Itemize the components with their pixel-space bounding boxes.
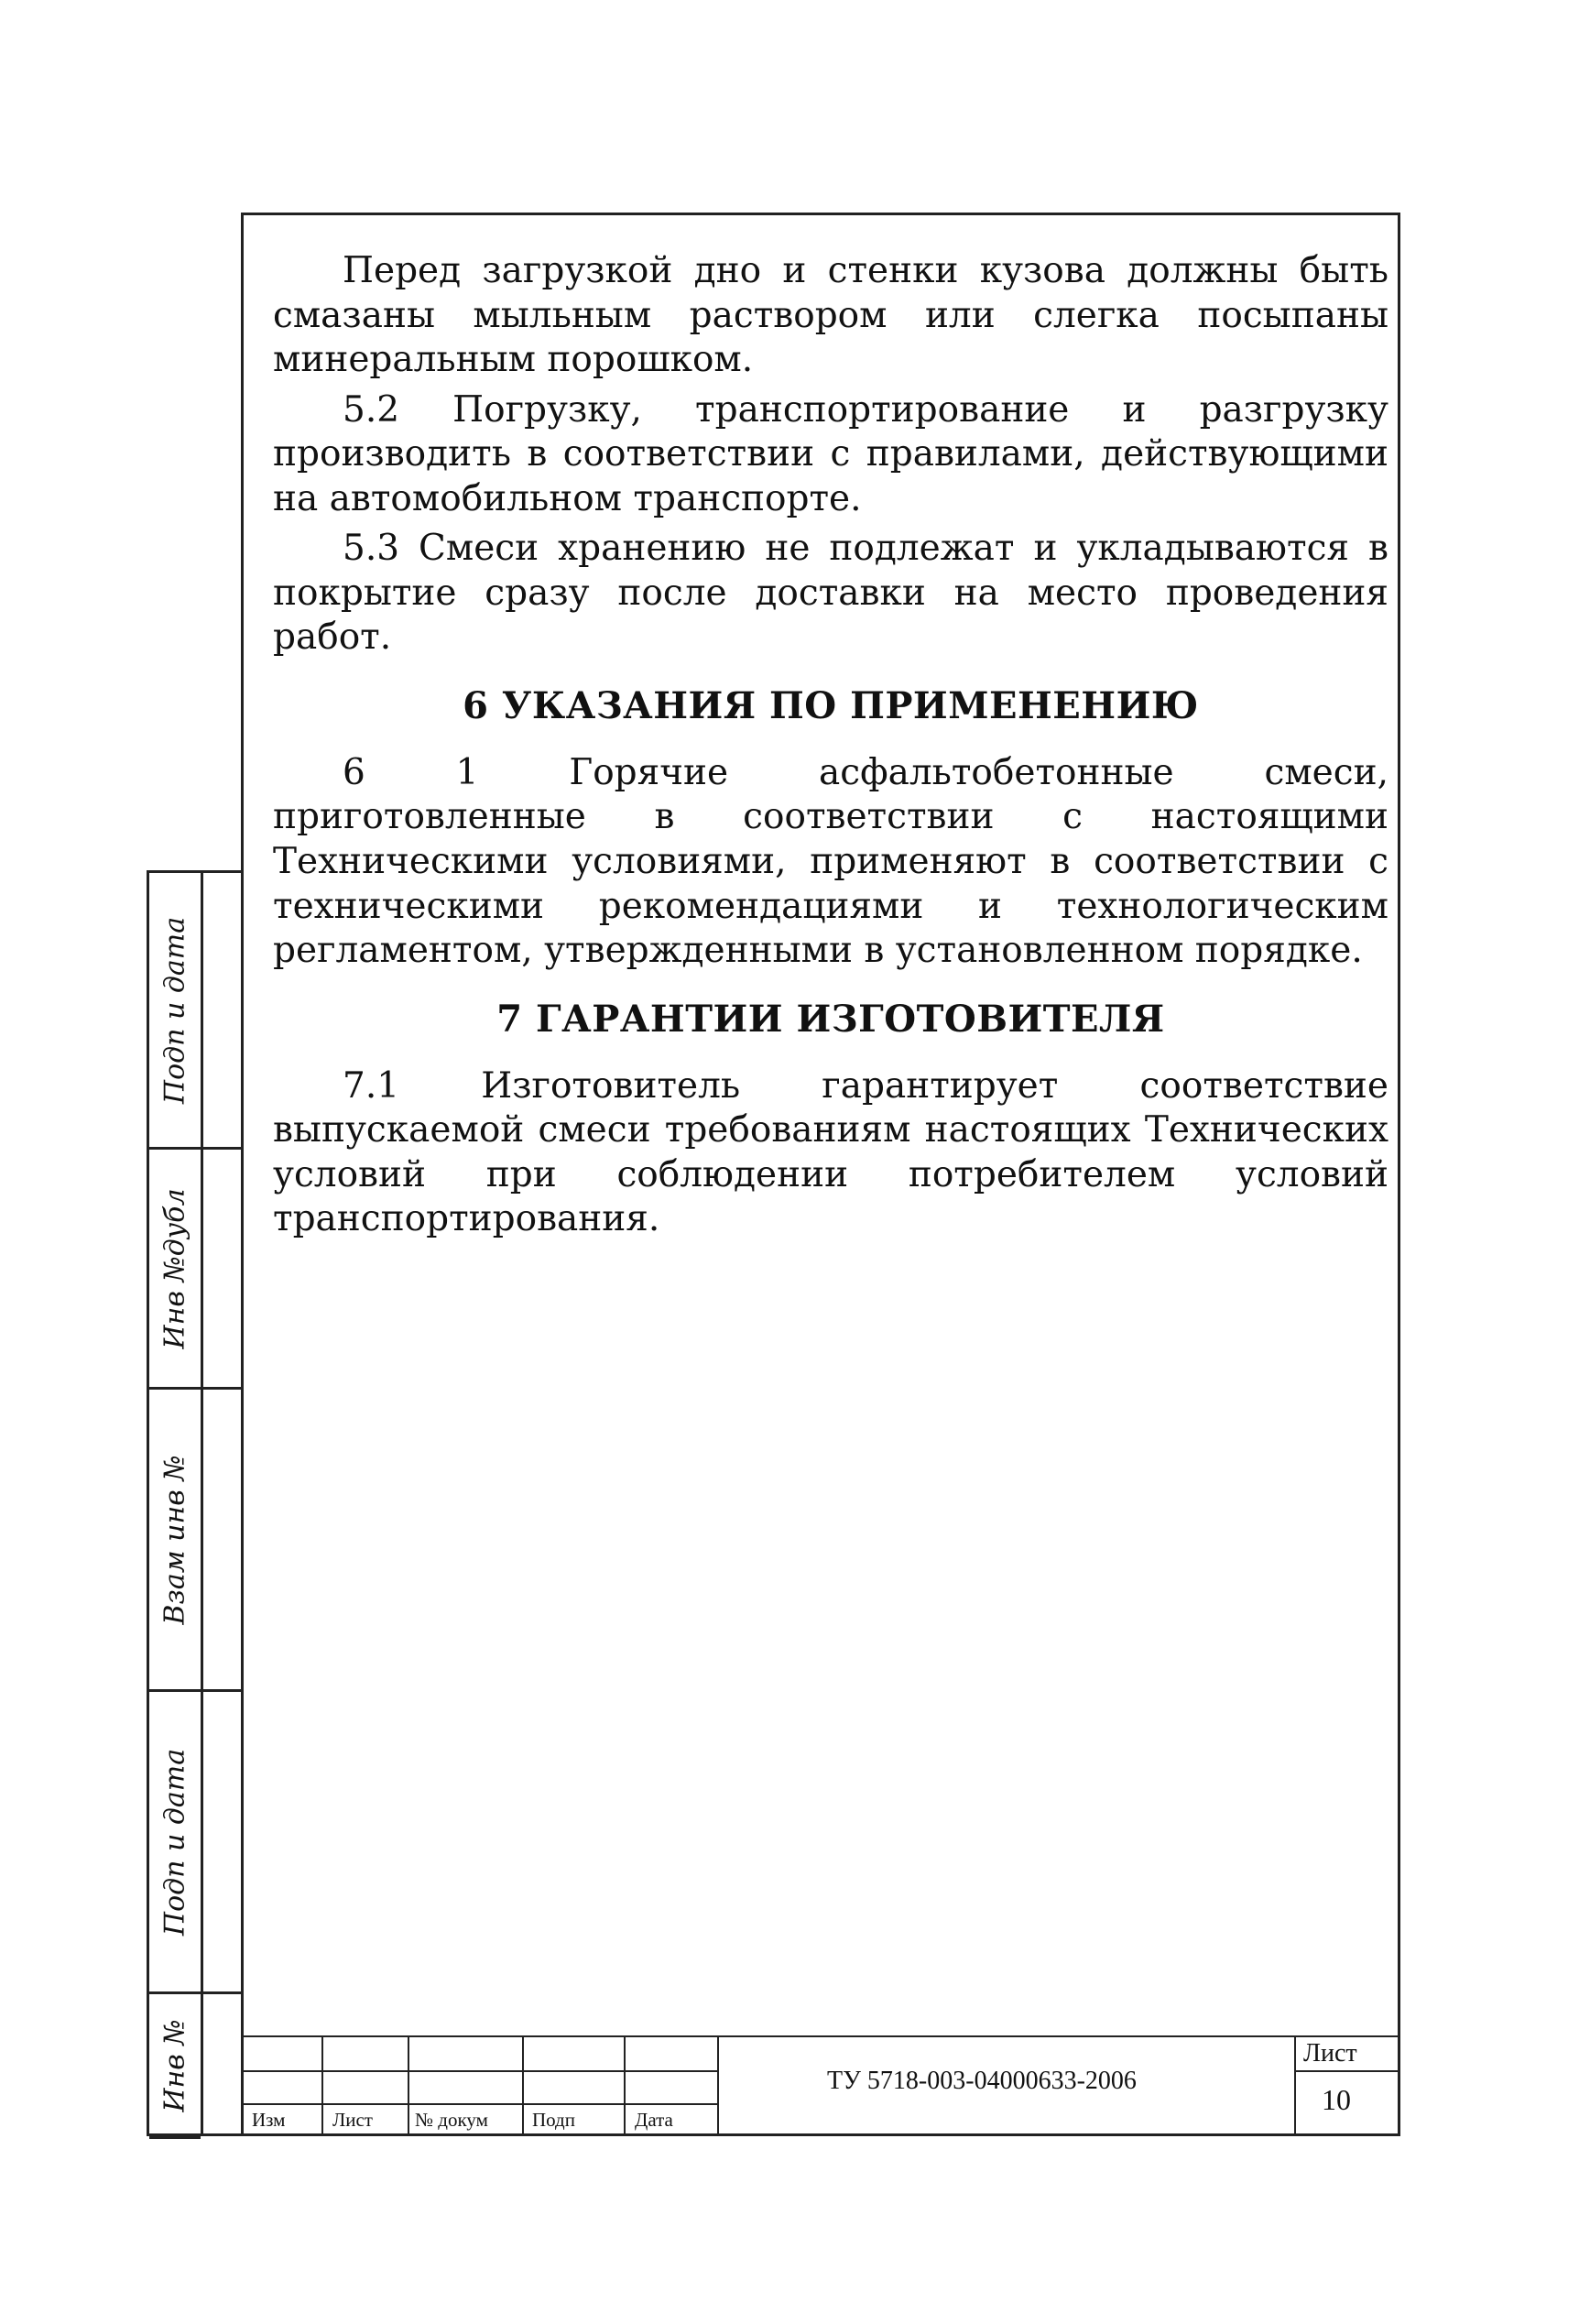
sheet-number: 10 — [1322, 2083, 1351, 2116]
section-heading: 7 ГАРАНТИИ ИЗГОТОВИТЕЛЯ — [496, 997, 1165, 1041]
strip-label: Взам инв № — [158, 1454, 191, 1625]
tb-line — [1294, 2035, 1296, 2136]
paragraph: 5.2 Погрузку, транспортирование и разгрузку производить в соответствии с правилами, действующими на автомобильном транспорте. — [273, 388, 1388, 519]
tb-line — [321, 2035, 323, 2136]
paragraph: Перед загрузкой дно и стенки кузова должны быть смазаны мыльным раствором или слегка посыпаны минеральным порошком. — [273, 250, 1388, 381]
strip-cell — [149, 1150, 201, 1390]
tb-line — [241, 2103, 717, 2105]
document-body — [273, 249, 1388, 1248]
column-podp: Подп — [532, 2109, 575, 2131]
strip-right-cell — [201, 1692, 244, 1994]
column-data: Дата — [635, 2109, 673, 2131]
strip-cell — [149, 873, 201, 1150]
column-doc-num: № докум — [415, 2109, 488, 2131]
strip-cell — [149, 1692, 201, 1994]
sheet-label: Лист — [1303, 2039, 1357, 2068]
tb-line — [241, 2035, 1400, 2037]
strip-right-cell — [201, 1390, 244, 1692]
tb-line — [1294, 2070, 1400, 2072]
paragraph: 5.3 Смеси хранению не подлежат и укладываются в покрытие сразу после доставки на место проведения работ. — [273, 528, 1388, 659]
strip-divider — [201, 873, 203, 2133]
tb-line — [522, 2035, 524, 2136]
strip-cell — [149, 1994, 201, 2139]
section-heading: 6 УКАЗАНИЯ ПО ПРИМЕНЕНИЮ — [463, 683, 1199, 727]
column-izm: Изм — [252, 2109, 286, 2131]
tb-line — [717, 2035, 719, 2136]
tb-line — [241, 2070, 717, 2072]
strip-label: Подп и дата — [158, 916, 191, 1104]
strip-cell — [149, 1390, 201, 1692]
strip-right-cell — [201, 873, 244, 1150]
strip-label: Подп и дата — [158, 1748, 191, 1936]
column-list: Лист — [332, 2109, 373, 2131]
paragraph: 7.1 Изготовитель гарантирует соответствие выпускаемой смеси требованиям настоящих Технических условий при соблюдении потребителем условий транспортирования. — [273, 1064, 1388, 1240]
document-code: ТУ 5718-003-04000633-2006 — [827, 2067, 1137, 2095]
paragraph: 6 1 Горячие асфальтобетонные смеси, приготовленные в соответствии с настоящими Техническими условиями, применяют в соответствии с техническими рекомендациями и технологическим регламентом, утвержденными в установленном порядке. — [273, 751, 1388, 972]
tb-line — [624, 2035, 626, 2136]
title-block — [241, 2035, 1400, 2136]
side-strip — [147, 870, 244, 2136]
tb-line — [408, 2035, 409, 2136]
strip-label: Инв № — [158, 2018, 191, 2112]
strip-right-cell — [201, 1150, 244, 1390]
strip-label: Инв №дубл — [158, 1187, 191, 1349]
